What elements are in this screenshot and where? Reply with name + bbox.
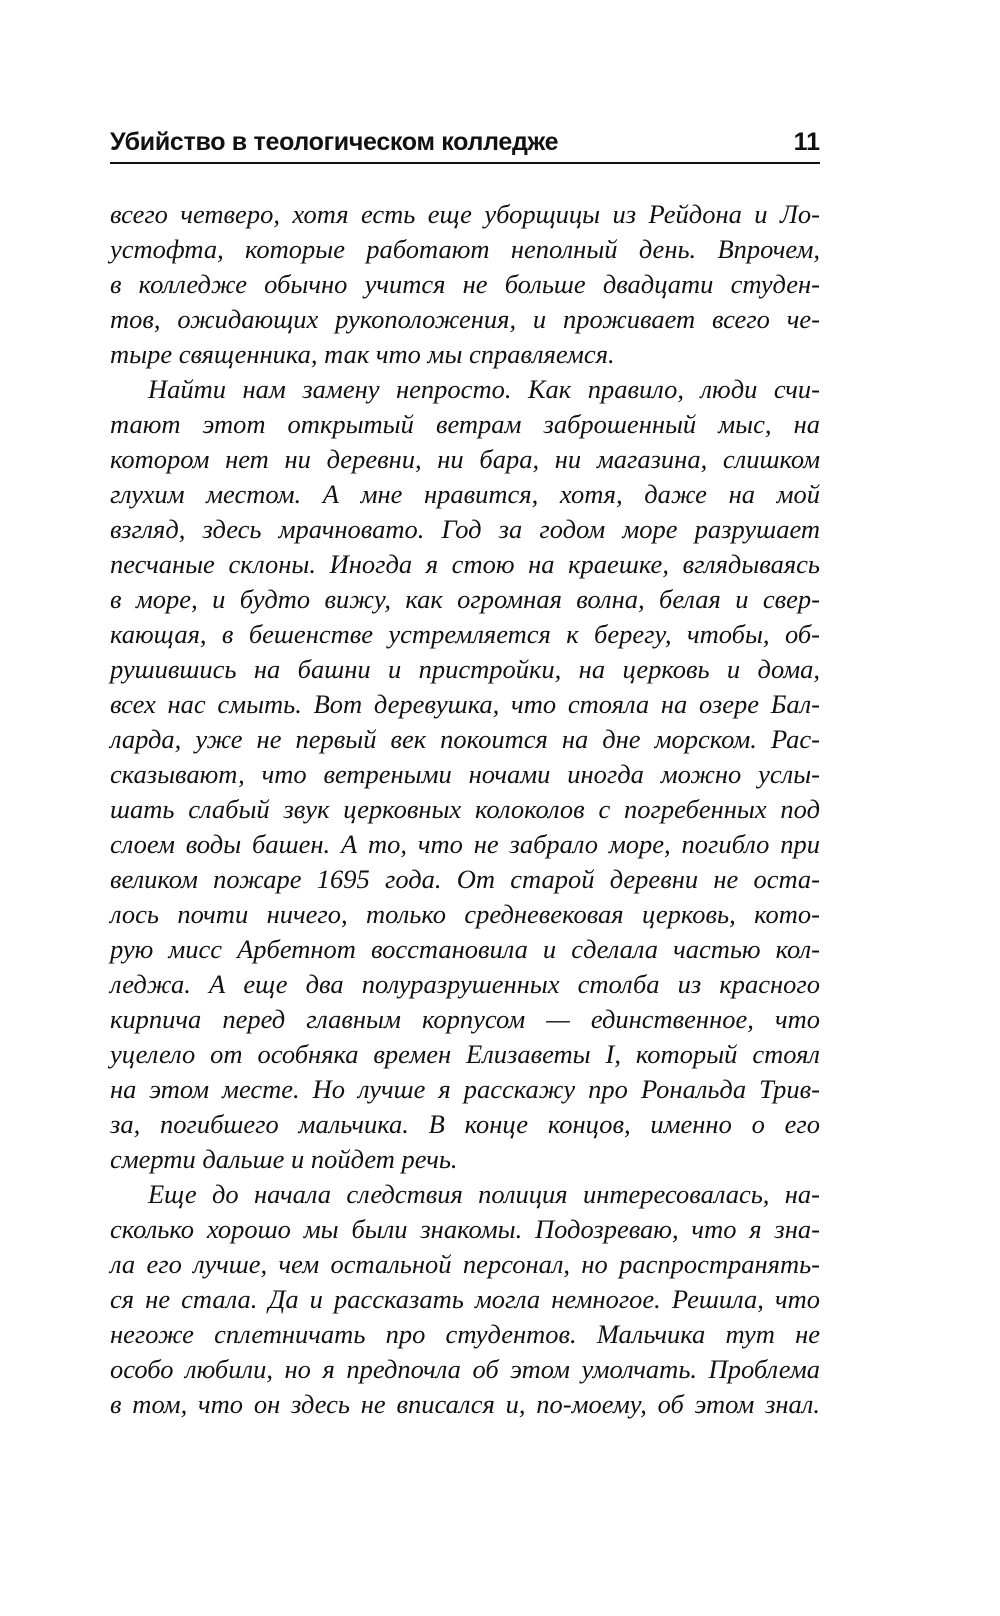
text-line: кающая, в бешенстве устремляется к берегу, чтобы, об- — [110, 619, 820, 649]
text-line: леджа. А еще два полуразрушенных столба из красного — [110, 969, 820, 999]
text-line: тов, ожидающих рукоположения, и проживает всего че- — [110, 304, 820, 334]
text-line: всех нас смыть. Вот деревушка, что стояла на озере Бал- — [110, 689, 820, 719]
running-header-title: Убийство в теологическом колледже — [110, 128, 559, 156]
text-line: особо любили, но я предпочла об этом умолчать. Проблема — [110, 1354, 820, 1384]
text-line: ла его лучше, чем остальной персонал, но распространять- — [110, 1249, 820, 1279]
body-text — [110, 197, 820, 1422]
text-line: негоже сплетничать про студентов. Мальчика тут не — [110, 1319, 820, 1349]
text-line: ся не стала. Да и рассказать могла немногое. Решила, что — [110, 1284, 820, 1314]
text-line: за, погибшего мальчика. В конце концов, именно о его — [110, 1109, 820, 1139]
page-number: 11 — [793, 128, 820, 156]
text-line: котором нет ни деревни, ни бара, ни магазина, слишком — [110, 444, 820, 474]
text-line: кирпича перед главным корпусом — единственное, что — [110, 1004, 820, 1034]
text-line: рушившись на башни и пристройки, на церковь и дома, — [110, 654, 820, 684]
text-line: уцелело от особняка времен Елизаветы I, который стоял — [110, 1039, 820, 1069]
text-line: устофта, которые работают неполный день. Впрочем, — [110, 234, 820, 264]
text-line: в том, что он здесь не вписался и, по-моему, об этом знал. — [110, 1389, 820, 1419]
text-line: шать слабый звук церковных колоколов с погребенных под — [110, 794, 820, 824]
text-line: в море, и будто вижу, как огромная волна, белая и свер- — [110, 584, 820, 614]
text-line: сказывают, что ветреными ночами иногда можно услы- — [110, 759, 820, 789]
text-line: Найти нам замену непросто. Как правило, люди счи- — [148, 374, 820, 404]
text-line: глухим местом. А мне нравится, хотя, даже на мой — [110, 479, 820, 509]
header-rule — [110, 162, 820, 164]
running-header — [110, 128, 820, 162]
text-line: великом пожаре 1695 года. От старой деревни не оста- — [110, 864, 820, 894]
text-line: тыре священника, так что мы справляемся. — [110, 339, 615, 369]
text-line: смерти дальше и пойдет речь. — [110, 1144, 458, 1174]
text-line: взгляд, здесь мрачновато. Год за годом море разрушает — [110, 514, 820, 544]
text-line: на этом месте. Но лучше я расскажу про Рональда Трив- — [110, 1074, 820, 1104]
text-line: Еще до начала следствия полиция интересовалась, на- — [148, 1179, 820, 1209]
text-line: ларда, уже не первый век покоится на дне морском. Рас- — [110, 724, 820, 754]
text-line: сколько хорошо мы были знакомы. Подозреваю, что я зна- — [110, 1214, 820, 1244]
text-line: в колледже обычно учится не больше двадцати студен- — [110, 269, 820, 299]
text-line: слоем воды башен. А то, что не забрало море, погибло при — [110, 829, 820, 859]
text-line: лось почти ничего, только средневековая церковь, кото- — [110, 899, 820, 929]
text-line: тают этот открытый ветрам заброшенный мыс, на — [110, 409, 820, 439]
text-line: песчаные склоны. Иногда я стою на краешке, вглядываясь — [110, 549, 820, 579]
text-line: рую мисс Арбетнот восстановила и сделала частью кол- — [110, 934, 820, 964]
text-line: всего четверо, хотя есть еще уборщицы из Рейдона и Ло- — [110, 199, 820, 229]
